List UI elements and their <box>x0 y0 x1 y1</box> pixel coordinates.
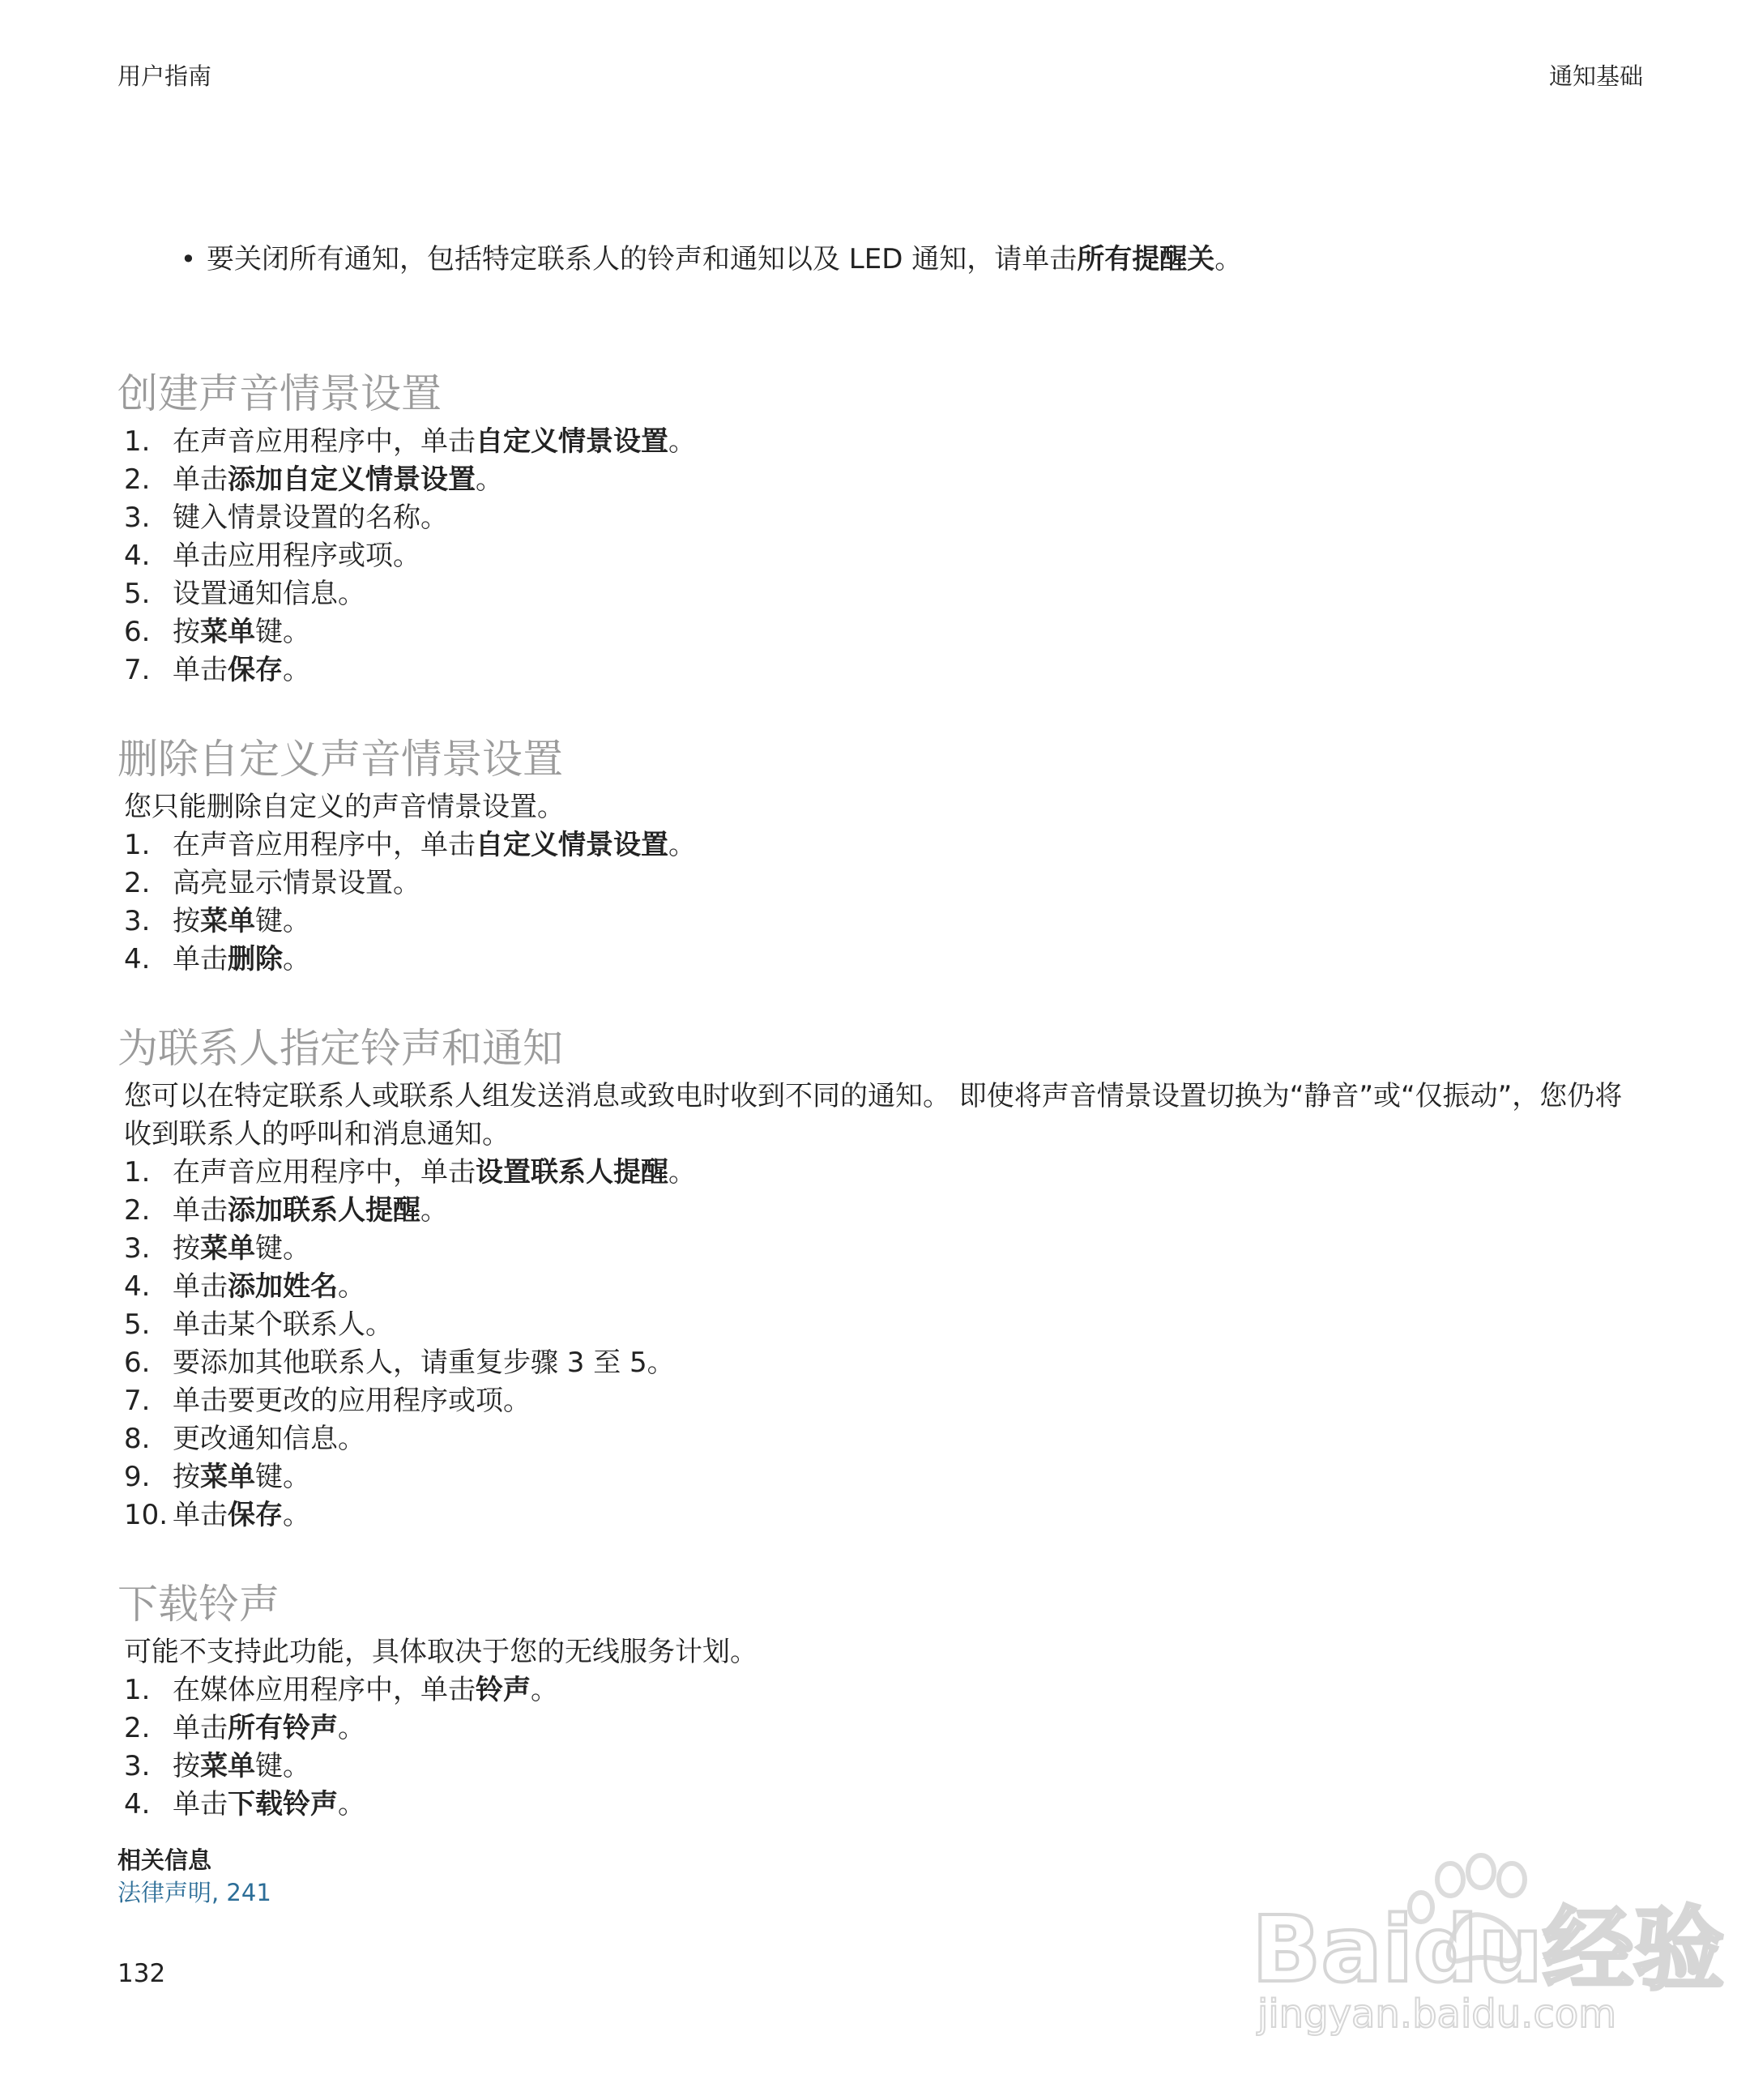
step-number: 9. <box>124 1461 151 1493</box>
step-item <box>117 651 1641 689</box>
section-intro: 可能不支持此功能，具体取决于您的无线服务计划。 <box>124 1636 758 1668</box>
step-text: 在媒体应用程序中，单击 <box>173 1674 476 1706</box>
step-after: 。 <box>283 654 310 686</box>
step-item <box>117 1671 1641 1709</box>
step-number: 6. <box>124 1347 151 1379</box>
step-text: 单击 <box>173 1194 228 1227</box>
step-text: 单击要更改的应用程序或项。 <box>173 1385 531 1417</box>
step-text: 单击 <box>173 1499 228 1531</box>
step-number: 2. <box>124 1194 151 1227</box>
step-bold-term: 添加联系人提醒 <box>228 1194 420 1227</box>
step-item <box>117 903 1641 941</box>
step-text: 更改通知信息。 <box>173 1423 365 1455</box>
step-text: 单击 <box>173 654 228 686</box>
step-bold-term: 菜单 <box>200 1461 255 1493</box>
section-title: 为联系人指定铃声和通知 <box>117 1025 563 1072</box>
step-item <box>117 613 1641 651</box>
step-text: 设置通知信息。 <box>173 578 365 610</box>
section-intro: 您只能删除自定义的声音情景设置。 <box>124 791 565 823</box>
watermark-brand: Baidu经验 <box>1252 1897 1725 2003</box>
step-item <box>117 1306 1641 1344</box>
step-after: 。 <box>420 1194 448 1227</box>
step-number: 8. <box>124 1423 151 1455</box>
step-text: 要添加其他联系人，请重复步骤 3 至 5。 <box>173 1347 675 1379</box>
step-item <box>117 1230 1641 1268</box>
header-chapter-title: 通知基础 <box>1548 62 1643 90</box>
step-bold-term: 铃声 <box>476 1674 531 1706</box>
step-text: 单击 <box>173 943 228 975</box>
page-content <box>117 235 1641 1909</box>
step-number: 3. <box>124 502 151 534</box>
step-item <box>117 1192 1641 1230</box>
step-item <box>117 864 1641 903</box>
step-after: 键。 <box>255 616 310 648</box>
step-text: 按 <box>173 616 200 648</box>
step-number: 10. <box>124 1499 169 1531</box>
step-text: 键入情景设置的名称。 <box>173 502 448 534</box>
step-number: 5. <box>124 578 151 610</box>
step-text: 在声音应用程序中，单击 <box>173 1156 476 1189</box>
step-item <box>117 1458 1641 1496</box>
step-text: 按 <box>173 905 200 937</box>
step-list <box>117 826 1641 979</box>
step-item <box>117 1748 1641 1786</box>
page-number: 132 <box>117 1959 166 1988</box>
step-bold-term: 菜单 <box>200 616 255 648</box>
bullet-bold-term: 所有提醒关 <box>1077 243 1215 275</box>
related-link-legal[interactable]: 法律声明, 241 <box>117 1879 271 1906</box>
step-number: 1. <box>124 829 151 861</box>
step-number: 2. <box>124 1712 151 1744</box>
step-item <box>117 1268 1641 1306</box>
step-bold-term: 菜单 <box>200 905 255 937</box>
step-bold-term: 删除 <box>228 943 283 975</box>
step-after: 。 <box>338 1270 365 1303</box>
step-text: 高亮显示情景设置。 <box>173 867 420 899</box>
step-after: 。 <box>476 463 503 496</box>
step-after: 。 <box>668 829 696 861</box>
step-item <box>117 1344 1641 1382</box>
step-after: 键。 <box>255 905 310 937</box>
step-item <box>117 1709 1641 1748</box>
step-number: 1. <box>124 1674 151 1706</box>
step-bold-term: 自定义情景设置 <box>476 829 668 861</box>
step-bold-term: 自定义情景设置 <box>476 425 668 458</box>
bullet-dot-icon: • <box>181 244 196 275</box>
step-after: 。 <box>668 1156 696 1189</box>
section-title: 创建声音情景设置 <box>117 370 442 417</box>
step-number: 4. <box>124 1270 151 1303</box>
section-title: 下载铃声 <box>117 1581 280 1628</box>
step-after: 。 <box>338 1788 365 1820</box>
step-number: 4. <box>124 540 151 572</box>
step-after: 键。 <box>255 1750 310 1782</box>
step-text: 单击 <box>173 463 228 496</box>
step-after: 。 <box>283 943 310 975</box>
step-number: 2. <box>124 463 151 496</box>
header-doc-title: 用户指南 <box>117 62 212 90</box>
step-number: 2. <box>124 867 151 899</box>
step-item <box>117 941 1641 979</box>
step-number: 1. <box>124 1156 151 1189</box>
step-item <box>117 1420 1641 1458</box>
step-item <box>117 537 1641 575</box>
step-text: 在声音应用程序中，单击 <box>173 425 476 458</box>
step-number: 6. <box>124 616 151 648</box>
step-text: 按 <box>173 1750 200 1782</box>
step-number: 3. <box>124 1232 151 1265</box>
step-bold-term: 保存 <box>228 1499 283 1531</box>
watermark-url: jingyan.baidu.com <box>1257 1991 1616 2037</box>
step-after: 。 <box>338 1712 365 1744</box>
step-item <box>117 1382 1641 1420</box>
step-number: 7. <box>124 1385 151 1417</box>
step-item <box>117 575 1641 613</box>
step-number: 3. <box>124 1750 151 1782</box>
step-item <box>117 826 1641 864</box>
step-bold-term: 添加姓名 <box>228 1270 338 1303</box>
step-bold-term: 添加自定义情景设置 <box>228 463 476 496</box>
step-item <box>117 461 1641 499</box>
step-number: 1. <box>124 425 151 458</box>
step-list <box>117 1671 1641 1824</box>
step-text: 按 <box>173 1461 200 1493</box>
step-number: 4. <box>124 1788 151 1820</box>
top-bullet <box>117 235 1641 284</box>
step-item <box>117 423 1641 461</box>
step-bold-term: 菜单 <box>200 1232 255 1265</box>
step-text: 单击应用程序或项。 <box>173 540 420 572</box>
step-bold-term: 下载铃声 <box>228 1788 338 1820</box>
step-number: 5. <box>124 1308 151 1341</box>
step-bold-term: 设置联系人提醒 <box>476 1156 668 1189</box>
step-after: 键。 <box>255 1232 310 1265</box>
step-list <box>117 1154 1641 1534</box>
related-info-title: 相关信息 <box>117 1846 212 1874</box>
step-text: 单击某个联系人。 <box>173 1308 393 1341</box>
step-number: 3. <box>124 905 151 937</box>
step-list <box>117 423 1641 689</box>
step-item <box>117 1786 1641 1824</box>
step-text: 按 <box>173 1232 200 1265</box>
step-item <box>117 1496 1641 1534</box>
section-intro: 您可以在特定联系人或联系人组发送消息或致电时收到不同的通知。 即使将声音情景设置切换为“静音”或“仅振动”，您仍将收到联系人的呼叫和消息通知。 <box>124 1080 1623 1150</box>
step-after: 。 <box>531 1674 558 1706</box>
step-bold-term: 所有铃声 <box>228 1712 338 1744</box>
step-text: 单击 <box>173 1270 228 1303</box>
step-item <box>117 499 1641 537</box>
step-number: 7. <box>124 654 151 686</box>
step-text: 在声音应用程序中，单击 <box>173 829 476 861</box>
step-after: 。 <box>283 1499 310 1531</box>
baidu-jingyan-watermark <box>1248 1847 1725 2037</box>
bullet-suffix: 。 <box>1214 243 1243 275</box>
step-after: 键。 <box>255 1461 310 1493</box>
step-bold-term: 保存 <box>228 654 283 686</box>
section-title: 删除自定义声音情景设置 <box>117 736 563 783</box>
step-item <box>117 1154 1641 1192</box>
step-number: 4. <box>124 943 151 975</box>
step-text: 单击 <box>173 1788 228 1820</box>
step-after: 。 <box>668 425 696 458</box>
step-bold-term: 菜单 <box>200 1750 255 1782</box>
bullet-text: 要关闭所有通知，包括特定联系人的铃声和通知以及 LED 通知，请单击 <box>207 243 1078 275</box>
step-text: 单击 <box>173 1712 228 1744</box>
